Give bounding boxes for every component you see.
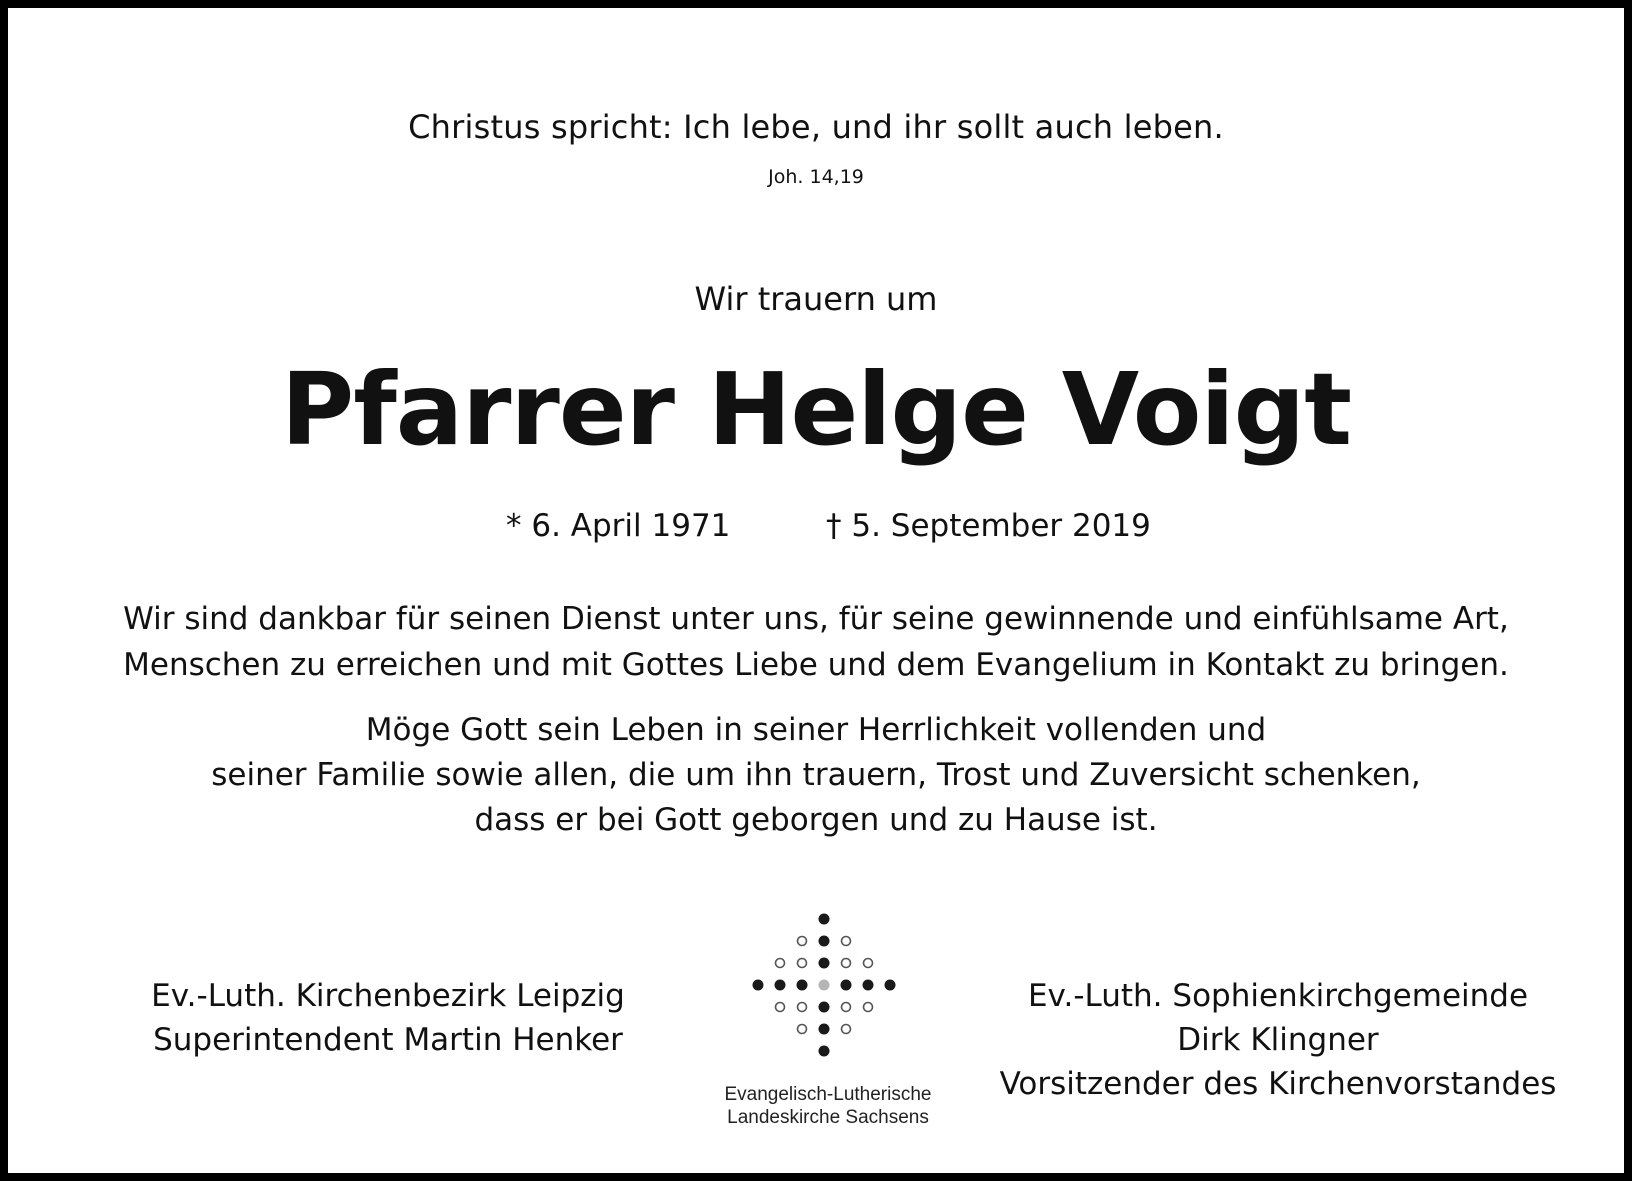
signature-person: Dirk Klingner [1177, 1022, 1379, 1058]
signature-left [128, 974, 648, 1062]
logo-dot-dark [841, 980, 852, 991]
logo-dot-dark [797, 980, 808, 991]
deceased-name: Pfarrer Helge Voigt [280, 351, 1352, 468]
signature-org: Ev.-Luth. Kirchenbezirk Leipzig [151, 978, 625, 1014]
paragraph-line: dass er bei Gott geborgen und zu Hause ist. [474, 802, 1158, 838]
logo-dot-dark [819, 958, 830, 969]
logo-dot-outline [842, 937, 851, 946]
signature-role: Vorsitzender des Kirchenvorstandes [999, 1066, 1557, 1102]
signature-org: Ev.-Luth. Sophienkirchgemeinde [1027, 978, 1529, 1014]
logo-dot-dark [863, 980, 874, 991]
logo-dot-outline [798, 959, 807, 968]
logo-dot-dark [753, 980, 764, 991]
logo-dot-gray [819, 980, 830, 991]
signature-person: Superintendent Martin Henker [153, 1022, 623, 1058]
death-date: † 5. September 2019 [826, 508, 1151, 544]
gratitude-paragraph [8, 596, 1624, 688]
church-logo [718, 903, 938, 1153]
logo-dot-outline [842, 959, 851, 968]
paragraph-line: Wir sind dankbar für seinen Dienst unter uns, für seine gewinnende und einfühlsame Art, [123, 601, 1509, 637]
logo-dot-dark [819, 914, 830, 925]
logo-dot-dark [819, 936, 830, 947]
logo-dot-outline [864, 1003, 873, 1012]
blessing-paragraph [8, 708, 1624, 843]
logo-dot-outline [798, 937, 807, 946]
logo-dot-dark [775, 980, 786, 991]
mourning-intro: Wir trauern um [694, 280, 938, 318]
logo-dot-outline [842, 1003, 851, 1012]
logo-dot-outline [798, 1025, 807, 1034]
paragraph-line: Möge Gott sein Leben in seiner Herrlichkeit vollenden und [365, 712, 1267, 748]
signature-right [968, 974, 1588, 1106]
logo-dot-outline [864, 959, 873, 968]
dot-cross-icon [718, 903, 938, 1083]
paragraph-line: Menschen zu erreichen und mit Gottes Liebe und dem Evangelium in Kontakt zu bringen. [123, 647, 1509, 683]
logo-dot-dark [819, 1002, 830, 1013]
bible-verse: Christus spricht: Ich lebe, und ihr sollt auch leben. [408, 108, 1224, 146]
logo-dot-dark [819, 1024, 830, 1035]
birth-date: * 6. April 1971 [506, 508, 731, 544]
verse-reference: Joh. 14,19 [768, 166, 864, 188]
logo-dot-outline [842, 1025, 851, 1034]
logo-dot-outline [776, 1003, 785, 1012]
logo-dot-dark [819, 1046, 830, 1057]
logo-dot-outline [776, 959, 785, 968]
logo-dot-dark [885, 980, 896, 991]
logo-dot-outline [798, 1003, 807, 1012]
paragraph-line: seiner Familie sowie allen, die um ihn trauern, Trost und Zuversicht schenken, [211, 757, 1421, 793]
logo-text-line2: Landeskirche Sachsens [727, 1107, 929, 1128]
logo-text-line1: Evangelisch-Lutherische [724, 1084, 932, 1105]
